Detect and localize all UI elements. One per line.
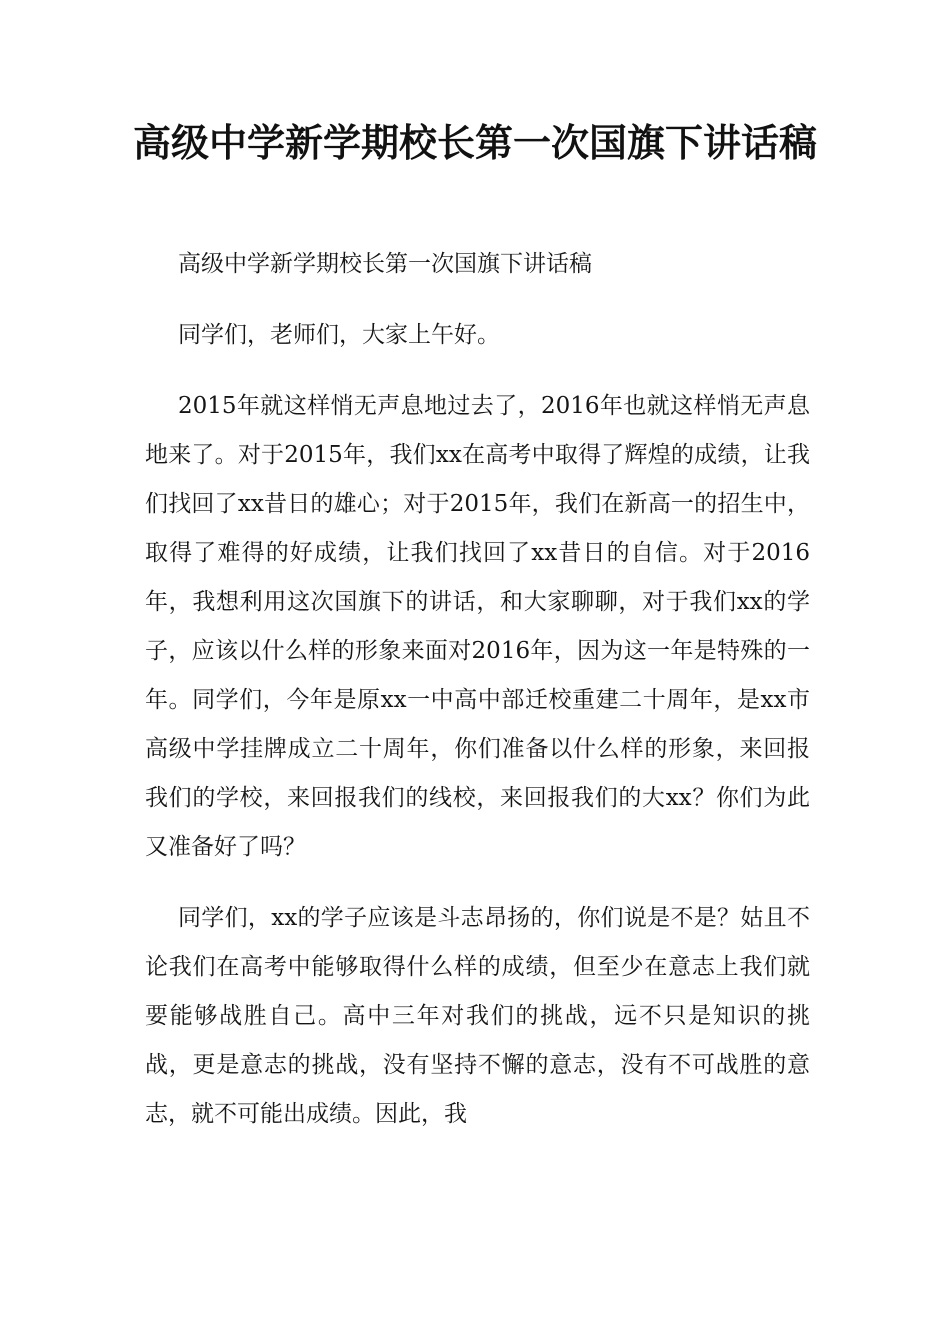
body-paragraph: 2015年就这样悄无声息地过去了，2016年也就这样悄无声息地来了。对于2015年，我们xx在高考中取得了辉煌的成绩，让我们找回了xx昔日的雄心；对于2015年，我们在新高一的招生中，取得了难得的好成绩，让我们找回了xx昔日的自信。对于2016年，我想利用这次国旗下的讲话，和大家聊聊，对于我们xx的学子，应该以什么样的形象来面对2016年，因为这一年是特殊的一年。同学们，今年是原xx一中高中部迁校重建二十周年，是xx市高级中学挂牌成立二十周年，你们准备以什么样的形象，来回报我们的学校，来回报我们的线校，来回报我们的大xx？你们为此又准备好了吗？ xyxy=(145,393,810,860)
subtitle-paragraph: 高级中学新学期校长第一次国旗下讲话稿 xyxy=(178,251,592,277)
document-title: 高级中学新学期校长第一次国旗下讲话稿 xyxy=(132,121,817,165)
body-paragraph: 同学们，xx的学子应该是斗志昂扬的，你们说是不是？姑且不论我们在高考中能够取得什么样的成绩，但至少在意志上我们就要能够战胜自己。高中三年对我们的挑战，远不只是知识的挑战，更是意志的挑战，没有坚持不懈的意志，没有不可战胜的意志，就不可能出成绩。因此，我 xyxy=(145,905,810,1127)
greeting-paragraph: 同学们，老师们，大家上午好。 xyxy=(178,322,500,348)
document-body xyxy=(145,240,810,1161)
